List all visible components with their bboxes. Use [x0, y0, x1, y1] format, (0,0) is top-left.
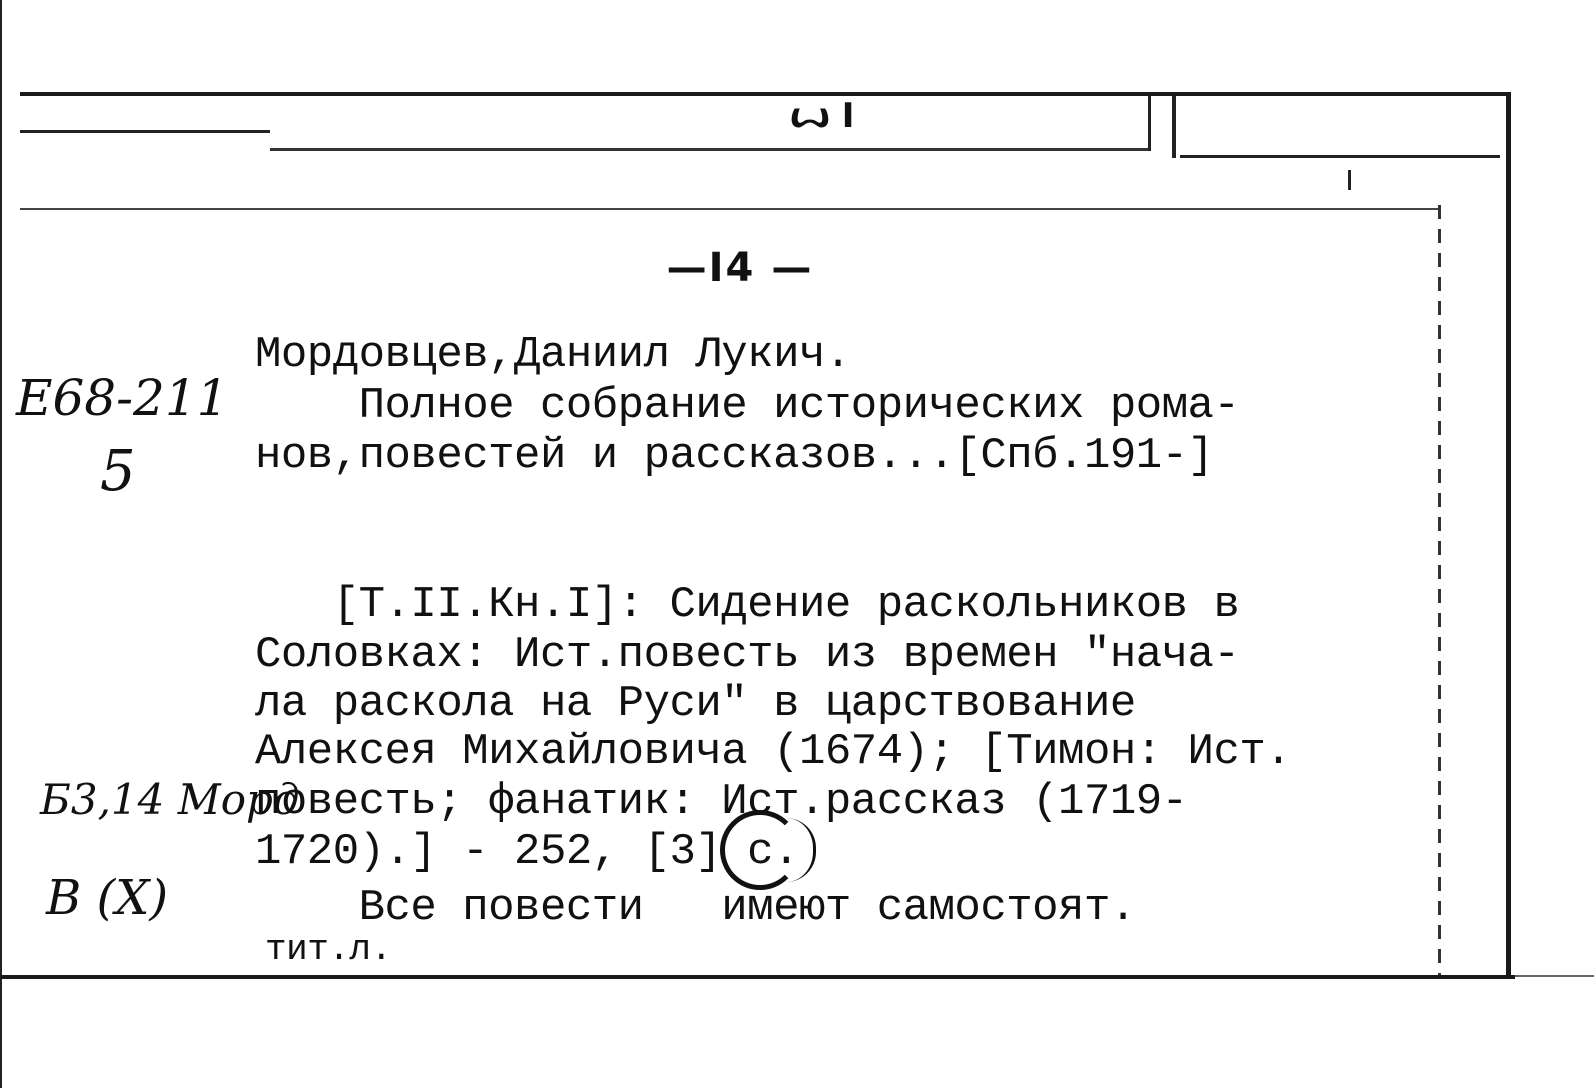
title-line-2: нов,повестей и рассказов...[Спб.191-]	[255, 431, 1214, 481]
title-line-1: Полное собрание исторических рома-	[255, 381, 1240, 431]
inner-margin-line	[1438, 205, 1441, 975]
contents-line-5: повесть; фанатик: Ист.рассказ (1719-	[255, 777, 1188, 827]
card-border-right	[1506, 92, 1511, 977]
shelfmark-top: E68-211	[16, 369, 229, 427]
card-number: —I4 —	[666, 245, 814, 291]
header-rule-right	[1180, 155, 1500, 158]
header-divider-2	[1172, 96, 1176, 158]
card-border-top	[20, 92, 1510, 96]
card-border-bottom	[0, 975, 1515, 979]
card-border-bottom-extension	[1515, 975, 1594, 977]
header-rule-middle	[270, 148, 1150, 151]
contents-line-3: ла раскола на Руси" в царствование	[255, 679, 1136, 729]
header-divider-1	[1148, 96, 1151, 151]
page-edge	[0, 0, 2, 1088]
note-line-2: тит.л.	[265, 929, 392, 970]
note-line-1: Все повести имеют самостоят.	[255, 883, 1136, 933]
contents-line-2: Соловках: Ист.повесть из времен "нача-	[255, 630, 1240, 680]
header-rule-left	[20, 130, 270, 133]
tick-mark	[1348, 170, 1351, 190]
punch-hole-edge	[786, 818, 816, 882]
shelfmark-top-sub: 5	[100, 439, 136, 504]
collation-line: 1720).] - 252, [3] с.	[255, 827, 799, 877]
contents-line-1: [Т.II.Кн.I]: Сидение раскольников в	[255, 580, 1240, 630]
contents-line-4: Алексея Михайловича (1674); [Тимон: Ист.	[255, 727, 1292, 777]
shelfmark-bottom-sub: В (Х)	[46, 870, 169, 926]
shelfmark-bottom: Б3,14 Морд	[40, 775, 300, 824]
stamp-mark: ꙍ I	[790, 96, 855, 136]
header-rule-lower	[20, 208, 1440, 210]
author-heading: Мордовцев,Даниил Лукич.	[255, 330, 851, 380]
